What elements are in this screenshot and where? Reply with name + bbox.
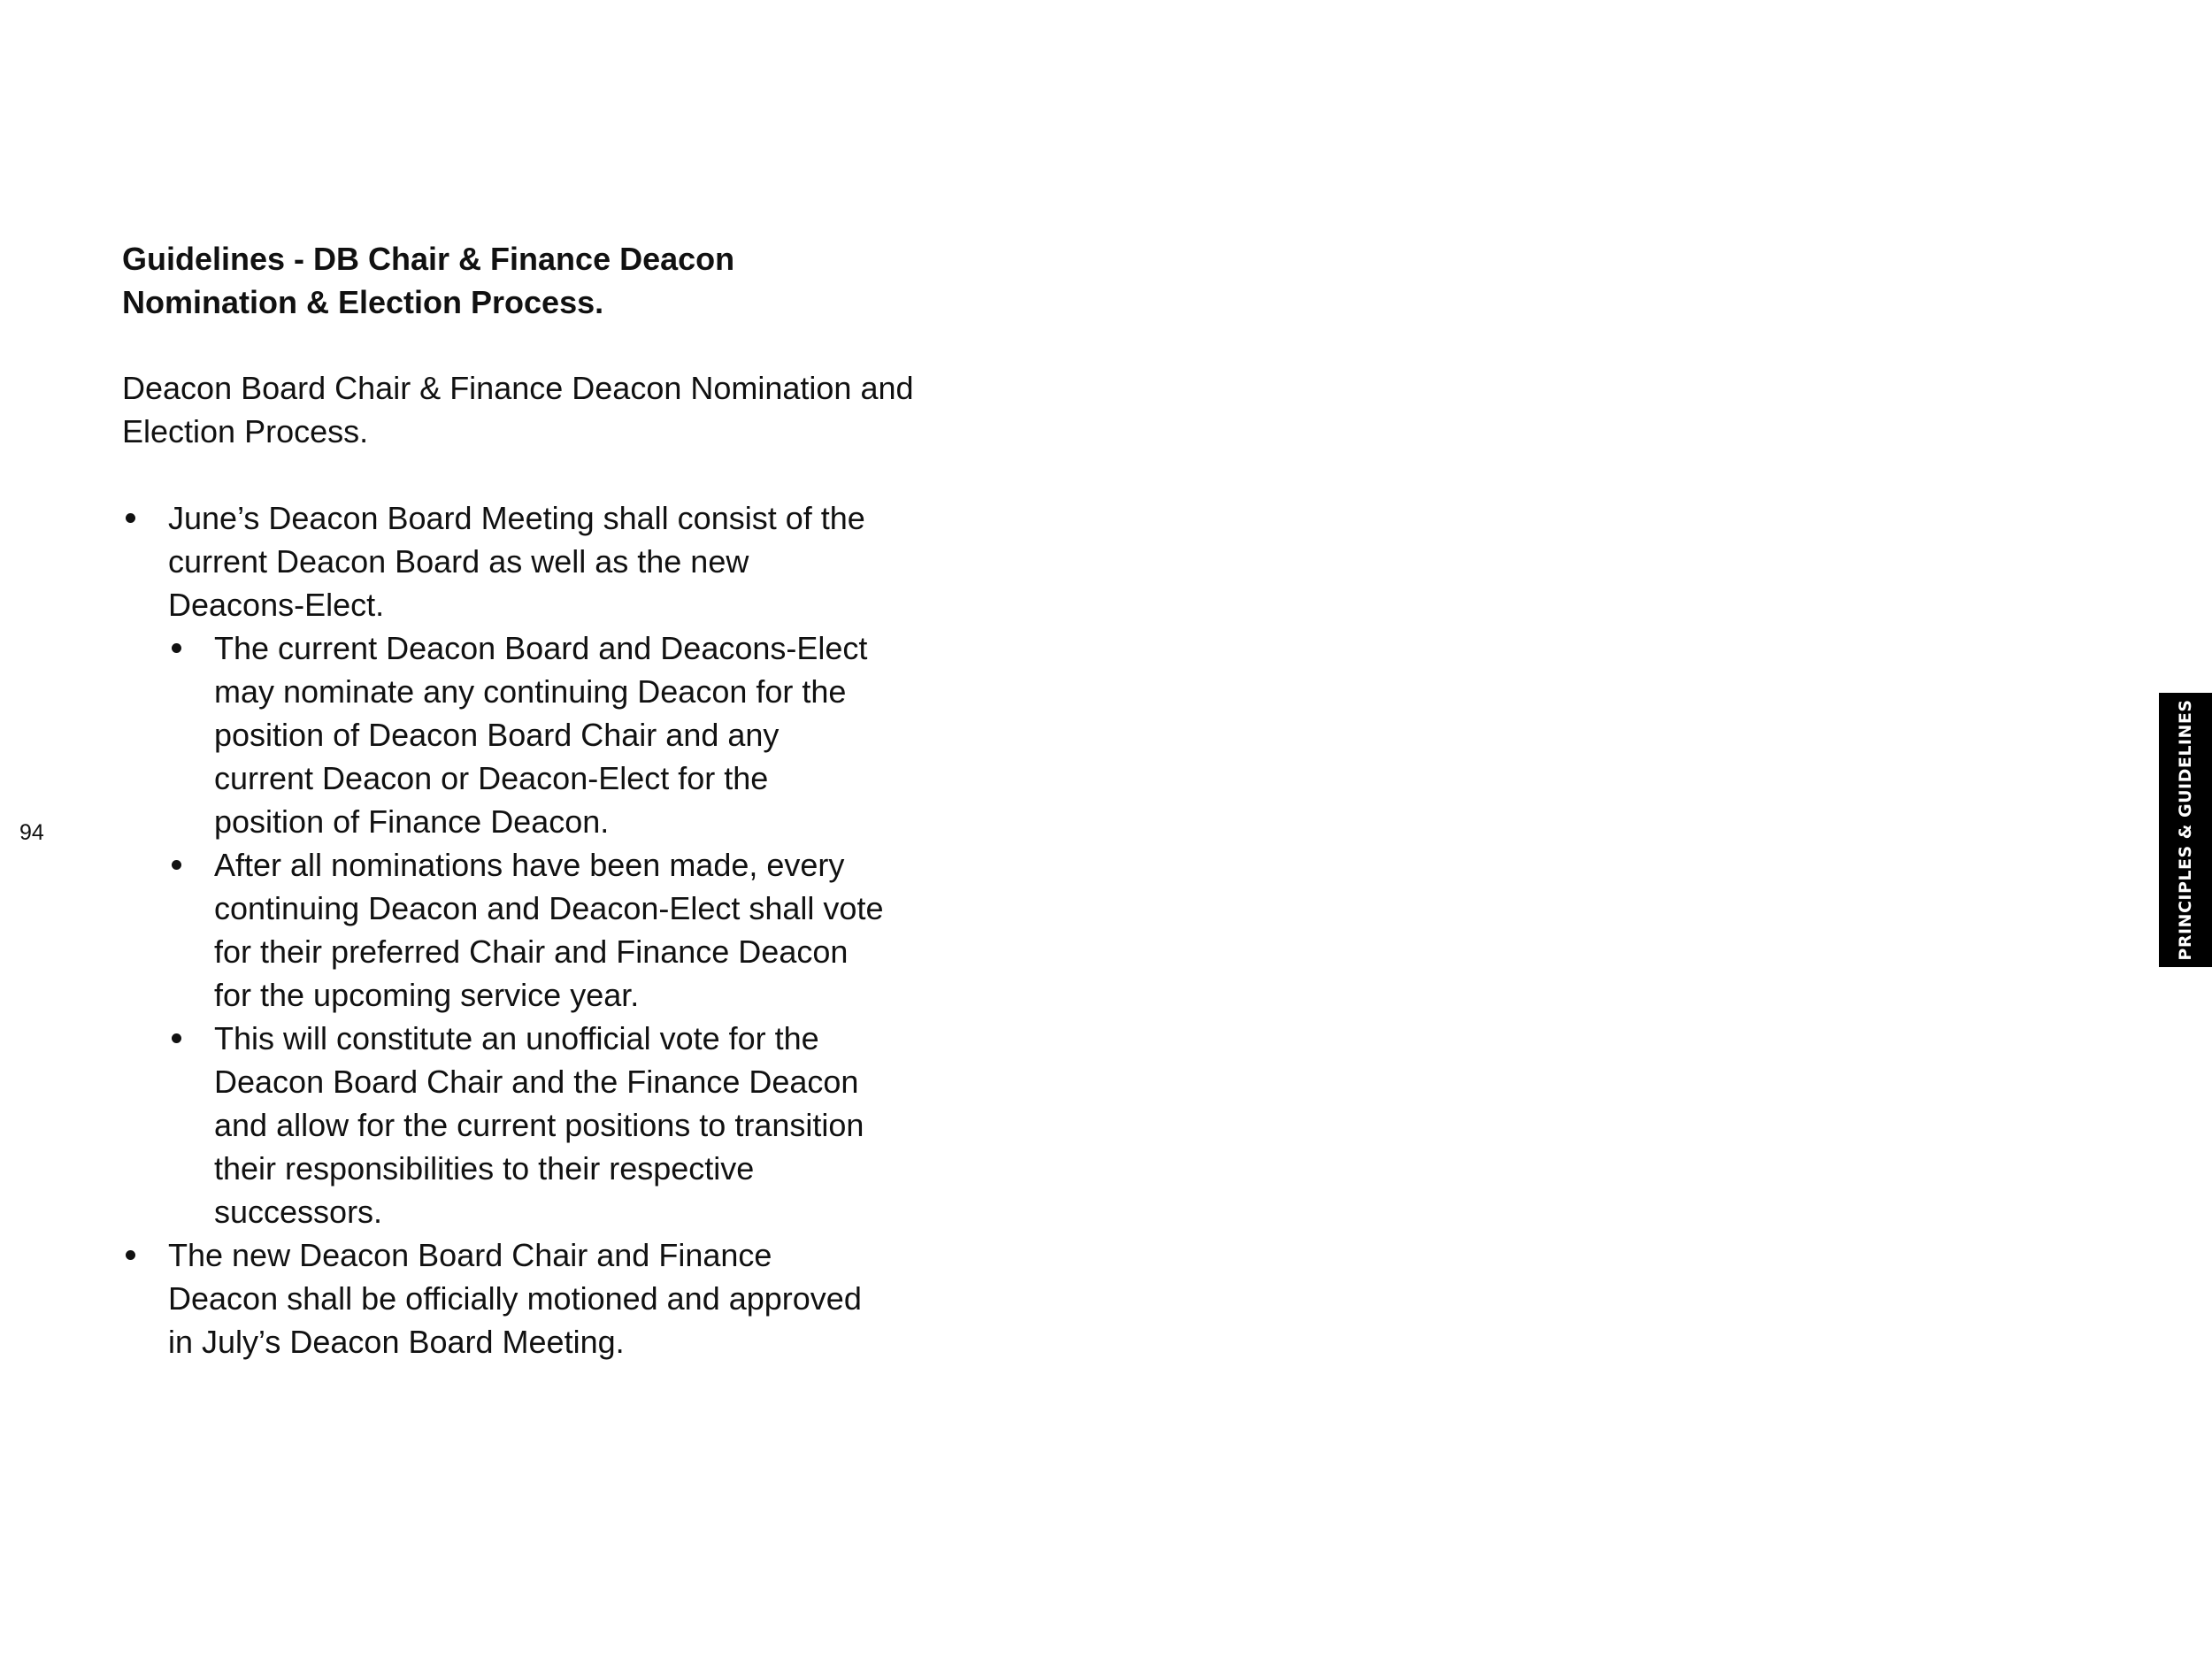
list-item xyxy=(122,496,918,1233)
sub-list-item xyxy=(168,626,918,843)
page-number: 94 xyxy=(19,820,44,845)
sub-list-item-text: This will constitute an unofficial vote for the Deacon Board Chair and the Finance Deacon and allow for the current positions to transition their responsibilities to their respective successors. xyxy=(214,1020,864,1230)
sub-list-item-text: The current Deacon Board and Deacons-Elect may nominate any continuing Deacon for the position of Deacon Board Chair and any current Deacon or Deacon-Elect for the position of Finance Deacon. xyxy=(214,630,868,840)
sub-list-item xyxy=(168,843,918,1017)
list-item-text: June’s Deacon Board Meeting shall consist of the current Deacon Board as well as the new Deacons-Elect. xyxy=(168,500,865,623)
bullet-list xyxy=(122,496,918,1363)
sub-list-item-text: After all nominations have been made, every continuing Deacon and Deacon-Elect shall vote for their preferred Chair and Finance Deacon for the upcoming service year. xyxy=(214,847,884,1013)
section-heading: Guidelines - DB Chair & Finance Deacon Nomination & Election Process. xyxy=(122,241,735,320)
sub-list-item xyxy=(168,1017,918,1233)
side-tab-label: PRINCIPLES & GUIDELINES xyxy=(2176,699,2195,961)
list-item xyxy=(122,1233,918,1363)
list-item-text: The new Deacon Board Chair and Finance Deacon shall be officially motioned and approved in July’s Deacon Board Meeting. xyxy=(168,1237,862,1360)
section-side-tab xyxy=(2159,693,2212,967)
intro-paragraph: Deacon Board Chair & Finance Deacon Nomination and Election Process. xyxy=(122,370,914,449)
page-content xyxy=(122,237,918,1363)
sub-bullet-list xyxy=(168,626,918,1233)
